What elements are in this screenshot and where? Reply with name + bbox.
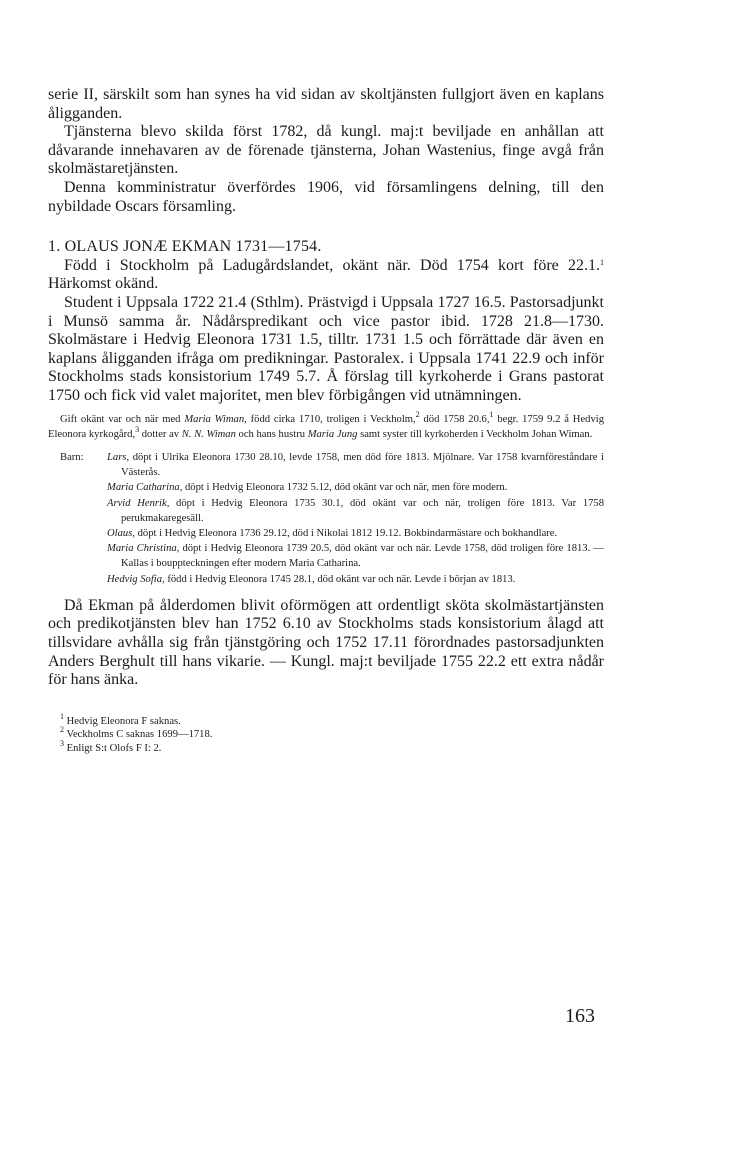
child-name: Hedvig Sofia — [107, 573, 163, 585]
marriage-text: Gift okänt var och när med — [60, 413, 185, 425]
page-body — [48, 86, 604, 755]
origin-text: Härkomst okänd. — [48, 275, 159, 293]
closing-paragraph: Då Ekman på ålderdomen blivit oförmögen att ordentligt sköta skolmästartjänsten och predikotjänsten blev han 1752 6.10 av Stockholms stads konsistorium ålagd att tillsvidare avhålla sig från tjänstgöring och 1752 17.11 förordnades pastorsadjunkten Anders Berghult till hans vikarie. — Kungl. maj:t beviljade 1755 22.2 ett extra nådår för hans änka. — [48, 596, 604, 689]
footnote-ref: 1 — [600, 257, 604, 267]
entry-birth — [48, 257, 604, 294]
footnote-ref: 3 — [135, 424, 140, 434]
child-text: , född i Hedvig Eleonora 1745 28.1, död okänt var och när. Levde i början av 1813. — [162, 573, 516, 585]
footnote-mark: 2 — [60, 725, 64, 735]
mother-name: Maria Jung — [307, 428, 358, 440]
marriage-text: död 1758 20.6, — [419, 413, 490, 425]
birth-text: Född i Stockholm på Ladugårdslandet, okänt när. Död 1754 kort före 22.1. — [64, 256, 600, 274]
children-list — [48, 450, 604, 587]
children-label: Barn: — [60, 451, 84, 463]
child-text: , döpt i Ulrika Eleonora 1730 28.10, levde 1758, men död före 1813. Mjölnare. Var 1758 kvarnföreståndare i Västerås. — [121, 451, 604, 479]
footnote — [48, 725, 604, 742]
child-text: , döpt i Hedvig Eleonora 1736 29.12, död i Nikolai 1812 19.12. Bokbindarmästare och bokhandlare. — [132, 527, 558, 539]
marriage-paragraph — [48, 409, 604, 442]
spouse-name: Maria Wiman — [184, 413, 245, 425]
page-number: 163 — [565, 1005, 595, 1027]
child-name: Lars — [107, 451, 127, 463]
child-name: Maria Catharina — [107, 482, 180, 494]
entry-career: Student i Uppsala 1722 21.4 (Sthlm). Prästvigd i Uppsala 1727 16.5. Pastorsadjunkt i Munsö samma år. Nådårspredikant och vice pastor ibid. 1728 21.8—1730. Skolmästare i Hedvig Eleonora 1731 1.5, tilltr. 1731 1.5 och förrättade där även en kaplans åligganden ifråga om predikningar. Pastoralex. i Uppsala 1741 22.9 och inför Stockholms stads konsistorium 1749 5.7. Å förslag till kyrkoherde i Grans pastorat 1750 och fick vid valet majoritet, men blev förbigången vid utnämningen. — [48, 293, 604, 404]
footnote-text: Hedvig Eleonora F saknas. — [66, 715, 181, 727]
footnote-text: Veckholms C saknas 1699—1718. — [66, 729, 213, 741]
child-name: Maria Christina — [107, 543, 177, 555]
footnote-ref: 1 — [489, 409, 494, 419]
footnote-mark: 1 — [60, 711, 64, 721]
child-text: , döpt i Hedvig Eleonora 1739 20.5, död okänt var och när. Levde 1758, död troligen före 1813. — Kallas i bouppteckningen efter modern Maria Catharina. — [121, 543, 604, 570]
footnote-text: Enligt S:t Olofs F I: 2. — [66, 742, 162, 754]
marriage-text: dotter av — [139, 428, 182, 440]
child-text: , döpt i Hedvig Eleonora 1735 30.1, död okänt var och när, troligen före 1813. Var 1758 perukmakaregesäll. — [121, 497, 605, 524]
footnote-ref: 2 — [415, 409, 420, 419]
child-entry — [107, 480, 604, 495]
footnote-mark: 3 — [60, 738, 64, 748]
child-name: Arvid Henrik — [107, 497, 167, 509]
child-text: , döpt i Hedvig Eleonora 1732 5.12, död okänt var och när, men före modern. — [179, 482, 508, 494]
marriage-text: , född cirka 1710, troligen i Veckholm, — [244, 413, 416, 425]
child-entry — [107, 572, 604, 587]
entry-heading: 1. OLAUS JONÆ EKMAN 1731—1754. — [48, 238, 322, 256]
marriage-text: begr. 1759 9.2 å Hedvig Eleonora kyrkogård, — [48, 413, 604, 440]
child-entry — [107, 496, 604, 526]
intro-paragraph-2: Tjänsterna blevo skilda först 1782, då kungl. maj:t beviljade en anhållan att dåvarande innehavaren av de förenade tjänsterna, Johan Wastenius, finge avgå från skolmästaretjänsten. — [48, 123, 604, 178]
child-entry — [107, 541, 604, 571]
intro-paragraph-3: Denna komministratur överfördes 1906, vid församlingens delning, till den nybildade Oscars församling. — [48, 178, 604, 215]
footnote — [48, 711, 604, 729]
child-entry — [107, 450, 604, 480]
child-entry — [107, 526, 604, 541]
marriage-text: och hans hustru — [235, 428, 308, 440]
intro-paragraph-1: serie II, särskilt som han synes ha vid sidan av skoltjänsten fullgjort även en kaplans åligganden. — [48, 86, 604, 122]
child-name: Olaus — [107, 527, 133, 539]
footnotes — [48, 711, 604, 756]
footnote — [48, 738, 604, 756]
marriage-text: samt syster till kyrkoherden i Veckholm Johan Wiman. — [357, 428, 593, 440]
father-name: N. N. Wiman — [181, 428, 236, 440]
